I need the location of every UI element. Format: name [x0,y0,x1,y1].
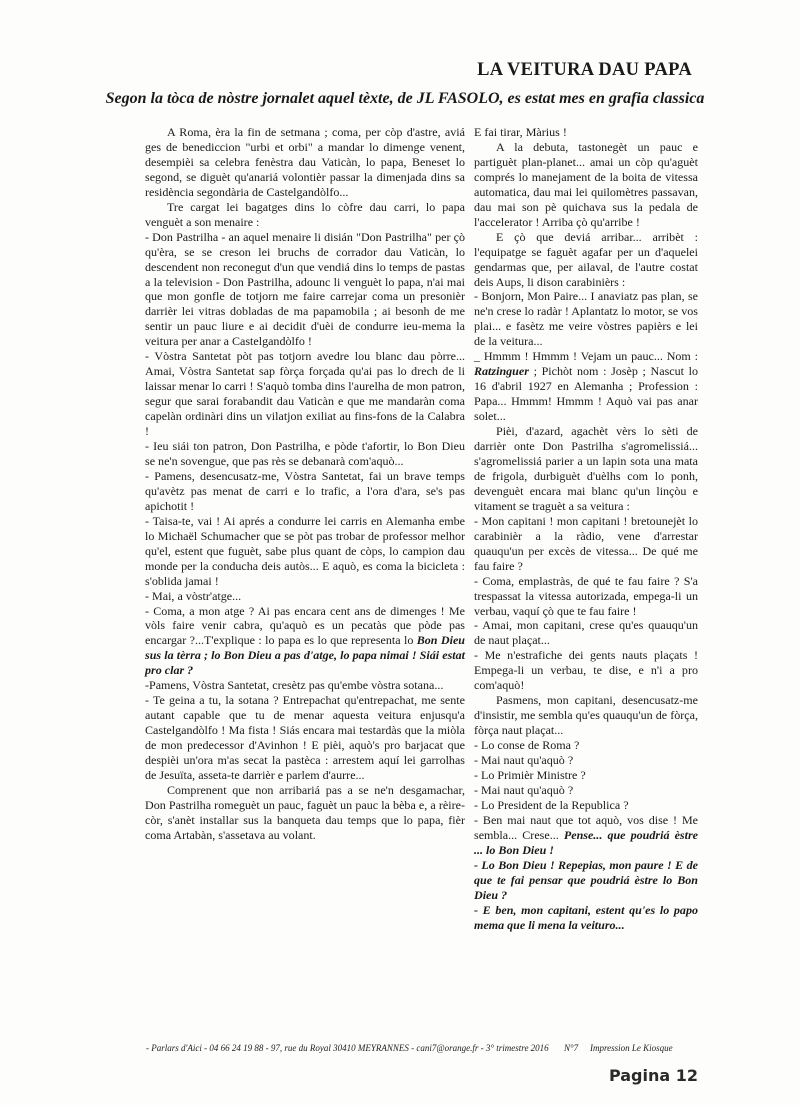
paragraph-text: ; Pichòt nom : Josèp ; Nascut lo 16 d'abril 1927 en Alemanha ; Profession : Papa... Hmmm! Hmmm ! Aquò vai pas anar solet... [474,364,698,424]
paragraph-text: A Roma, èra la fin de setmana ; coma, per còp d'astre, aviá ges de benediccion "urbi et orbi" a mandar lo dimenge venent, desempièi sa celebra fenèstra dau Vaticàn, lo papa, Beneset lo segond, se diguèt qu'anariá volontièr passar la dimenjada dins sa residència segondària de Castelgandòlfo... [145,125,465,199]
paragraph [145,349,465,439]
paragraph-text: - Lo conse de Roma ? [474,738,580,753]
paragraph-text: - Mon capitani ! mon capitani ! bretounejèt lo carabinièr a la ràdio, vene d'arrestar quauqu'un per excès de vitessa... De qué me fau faire ? [474,513,698,573]
article-title: LA VEITURA DAU PAPA [477,60,692,80]
paragraph [474,903,698,933]
paragraph [474,798,698,813]
paragraph-text: - Lo President de la Republica ? [474,797,629,812]
paragraph-text: -Pamens, Vòstra Santetat, cresètz pas qu'embe vòstra sotana... [145,678,444,693]
emphasis-text: Ratzinguer [474,364,529,379]
emphasis-text: Pense... que poudriá èstre ... lo Bon Dieu ! [474,827,698,857]
paragraph [145,693,465,783]
paragraph-text: - Pamens, desencusatz-me, Vòstra Santetat, fai un brave temps qu'avètz pas menat de carri e lo trafic, a l'ora d'ara, se's pas apichotit ! [145,468,465,513]
paragraph [145,200,465,230]
paragraph [145,678,465,693]
paragraph [145,589,465,604]
footer-contact: - Parlars d'Aici - 04 66 24 19 88 - 97, rue du Royal 30410 MEYRANNES - cani7@orange.fr - 3° trimestre 2016 [146,1043,549,1053]
footer-issue: N°7 [564,1043,579,1053]
left-column [145,125,465,843]
paragraph-text: - Ben mai naut que tot aquò, vos dise ! Me sembla... Crese... [474,812,698,842]
paragraph-text: - Amai, mon capitani, crese qu'es quauqu'un de naut plaçat... [474,618,698,648]
paragraph-text: - Mai, a vòstr'atge... [145,588,242,603]
paragraph-text: - Don Pastrilha - an aquel menaire li disián "Don Pastrilha" per çò qu'èra, se se creson lei bruchs de corrador dau Vaticàn, lo descendent non reconegut d'un que vendiá dins lo temps de pastas a la television - Don Pastrilha, adounc li venguèt lo papa, n'ai mai que mon gonfle de totjorn me faire carrejar coma un presonièr darrièr lei vitras dobladas de ma papamobila ; ai besonh de me sentir un pauc liure e ai decidit d'uèi de condurre ieu-mema la veitura per anar a Castelgandòlfo ! [145,229,465,349]
paragraph [145,783,465,843]
paragraph [474,618,698,648]
paragraph [474,125,698,140]
paragraph [474,738,698,753]
paragraph [145,439,465,469]
footer-printer: Impression Le Kiosque [590,1043,673,1053]
paragraph [145,469,465,514]
paragraph [145,604,465,679]
paragraph [145,230,465,350]
paragraph [474,813,698,858]
paragraph [474,230,698,290]
paragraph [474,858,698,903]
paragraph [474,574,698,619]
emphasis-text: Bon Dieu sus la tèrra ; lo Bon Dieu a pas d'atge, lo papa nimai ! Siái estat pro clar ? [145,633,466,678]
paragraph [474,648,698,693]
page-number: Pagina 12 [608,1066,698,1085]
paragraph-text: Pièi, d'azard, agachèt vèrs lo sèti de darrièr onte Don Pastrilha s'agromelissiá... s'agromelissiá parier a un lapin sota una mata de frigola, durbiguèt d'uèlhs com lo ponh, devenguèt encara mai blanc qu'un linçòu e vitament se traguèt a sa veitura : [474,424,698,513]
paragraph [474,783,698,798]
paragraph [474,768,698,783]
paragraph-text: Pasmens, mon capitani, desencusatz-me d'insistir, me sembla qu'es quauqu'un de fòrça, fòrça naut plaçat... [474,693,698,738]
paragraph-text: _ Hmmm ! Hmmm ! Vejam un pauc... Nom : [474,349,698,364]
paragraph-text: - Lo Primièr Ministre ? [474,767,586,782]
paragraph-text: E çò que deviá arribar... arribèt : l'equipatge se faguèt agafar per un d'aquelei gendarmas que, per ailaval, de l'autre costat deis Aups, li dison carabinièrs : [474,229,698,289]
paragraph-text: - Me n'estrafiche dei gents nauts plaçats ! Empega-li un verbau, te dise, e n'i a pro com'aquò! [474,648,698,693]
paragraph [474,289,698,349]
paragraph [474,514,698,574]
article-subtitle: Segon la tòca de nòstre jornalet aquel tèxte, de JL FASOLO, es estat mes en grafia classica [105,90,705,107]
paragraph-text: - Ieu siái ton patron, Don Pastrilha, e pòde t'afortir, lo Bon Dieu se ne'n sovengue, que pas rès se debanarà com'aquò... [145,439,465,468]
paragraph-text: - Bonjorn, Mon Paire... I anaviatz pas plan, se ne'n crese lo radàr ! Aplantatz lo motor, se vos plai... e fasètz me veire vòstres papièrs e lei de la veitura... [474,289,698,349]
paragraph-text: - Mai naut qu'aquò ? [474,782,574,797]
paragraph [474,424,698,514]
emphasis-text: - Lo Bon Dieu ! Repepias, mon paure ! E de que te fai pensar que poudriá èstre lo Bon Dieu ? [474,857,698,902]
paragraph [145,514,465,589]
paragraph-text: Comprenent que non arribariá pas a se ne'n desgamachar, Don Pastrilha romeguèt un pauc, faguèt un pauc la bèba e, a rèire-còr, s'anèt installar sus la banqueta dau temps que lo papa, fièr coma Artabàn, s'assetava au volant. [145,782,465,842]
paragraph-text: - Taisa-te, vai ! Ai aprés a condurre lei carris en Alemanha embe lo Michaël Schumacher que se pòt pas trobar de professor melhor qu'el, estent que fuguèt, sabe plus quant de còps, lo campion dau monde per la conducha deis autòs... E aquò, es coma la bicicleta : s'oblida jamai ! [145,513,465,588]
paragraph-text: - Mai naut qu'aquò ? [474,753,574,768]
paragraph-text: A la debuta, tastonegèt un pauc e partiguèt plan-planet... amai un còp qu'aguèt comprés lo manejament de la boita de vitessa automatica, dau mai lei quilomètres passavan, dau mai son pè quichava sus la pedala de l'accelerator ! Arriba çò qu'arribe ! [474,139,698,229]
paragraph [145,125,465,200]
paragraph-text: - Coma, a mon atge ? Ai pas encara cent ans de dimenges ! Me vòls faire venir cabra, qu'aquò es un pecatàs que pòde pas encargar ?...T'explique : lo papa es lo que representa lo [145,603,465,648]
paragraph-text: - Coma, emplastràs, de qué te fau faire ? S'a trespassat la vitessa autorizada, empega-li un verbau, vaquí çò que te fau faire ! [474,573,698,618]
paragraph [474,140,698,230]
paragraph [474,753,698,768]
emphasis-text: - E ben, mon capitani, estent qu'es lo papo mema que li mena la veituro... [474,902,698,932]
paragraph-text: - Vòstra Santetat pòt pas totjorn avedre lou blanc dau pòrre... Amai, Vòstra Santetat sap fòrça forçada qu'ai pas lo drech de li laissar menar lo carri ! S'aquò tomba dins l'aurelha de mon patron, segur que sarai forabandit dau Vaticàn e que me mandaràn coma capelàn ordinàri dins un vilatjon exiliat au fins-fons de la Calabra ! [145,349,465,439]
right-column [474,125,698,932]
paragraph-text: Tre cargat lei bagatges dins lo còfre dau carri, lo papa venguèt a son menaire : [145,199,465,229]
paragraph-text: - Te geina a tu, la sotana ? Entrepachat qu'entrepachat, me sente autant capable que tu de menar aquesta veitura enjusqu'a Castelgandòlfo ! Ma fista ! Siás encara mai testardàs que la miòla de mon predecessor d'Avinhon ! E pièi, aquò's pro barjacat que despièi un'ora m'as secat la pastèca : arrestem aquí lei garrolhas de Jesuïta, asseta-te darrièr e parlem d'aurre... [145,693,465,782]
paragraph-text: E fai tirar, Màrius ! [474,125,567,139]
paragraph [474,349,698,424]
paragraph [474,693,698,738]
